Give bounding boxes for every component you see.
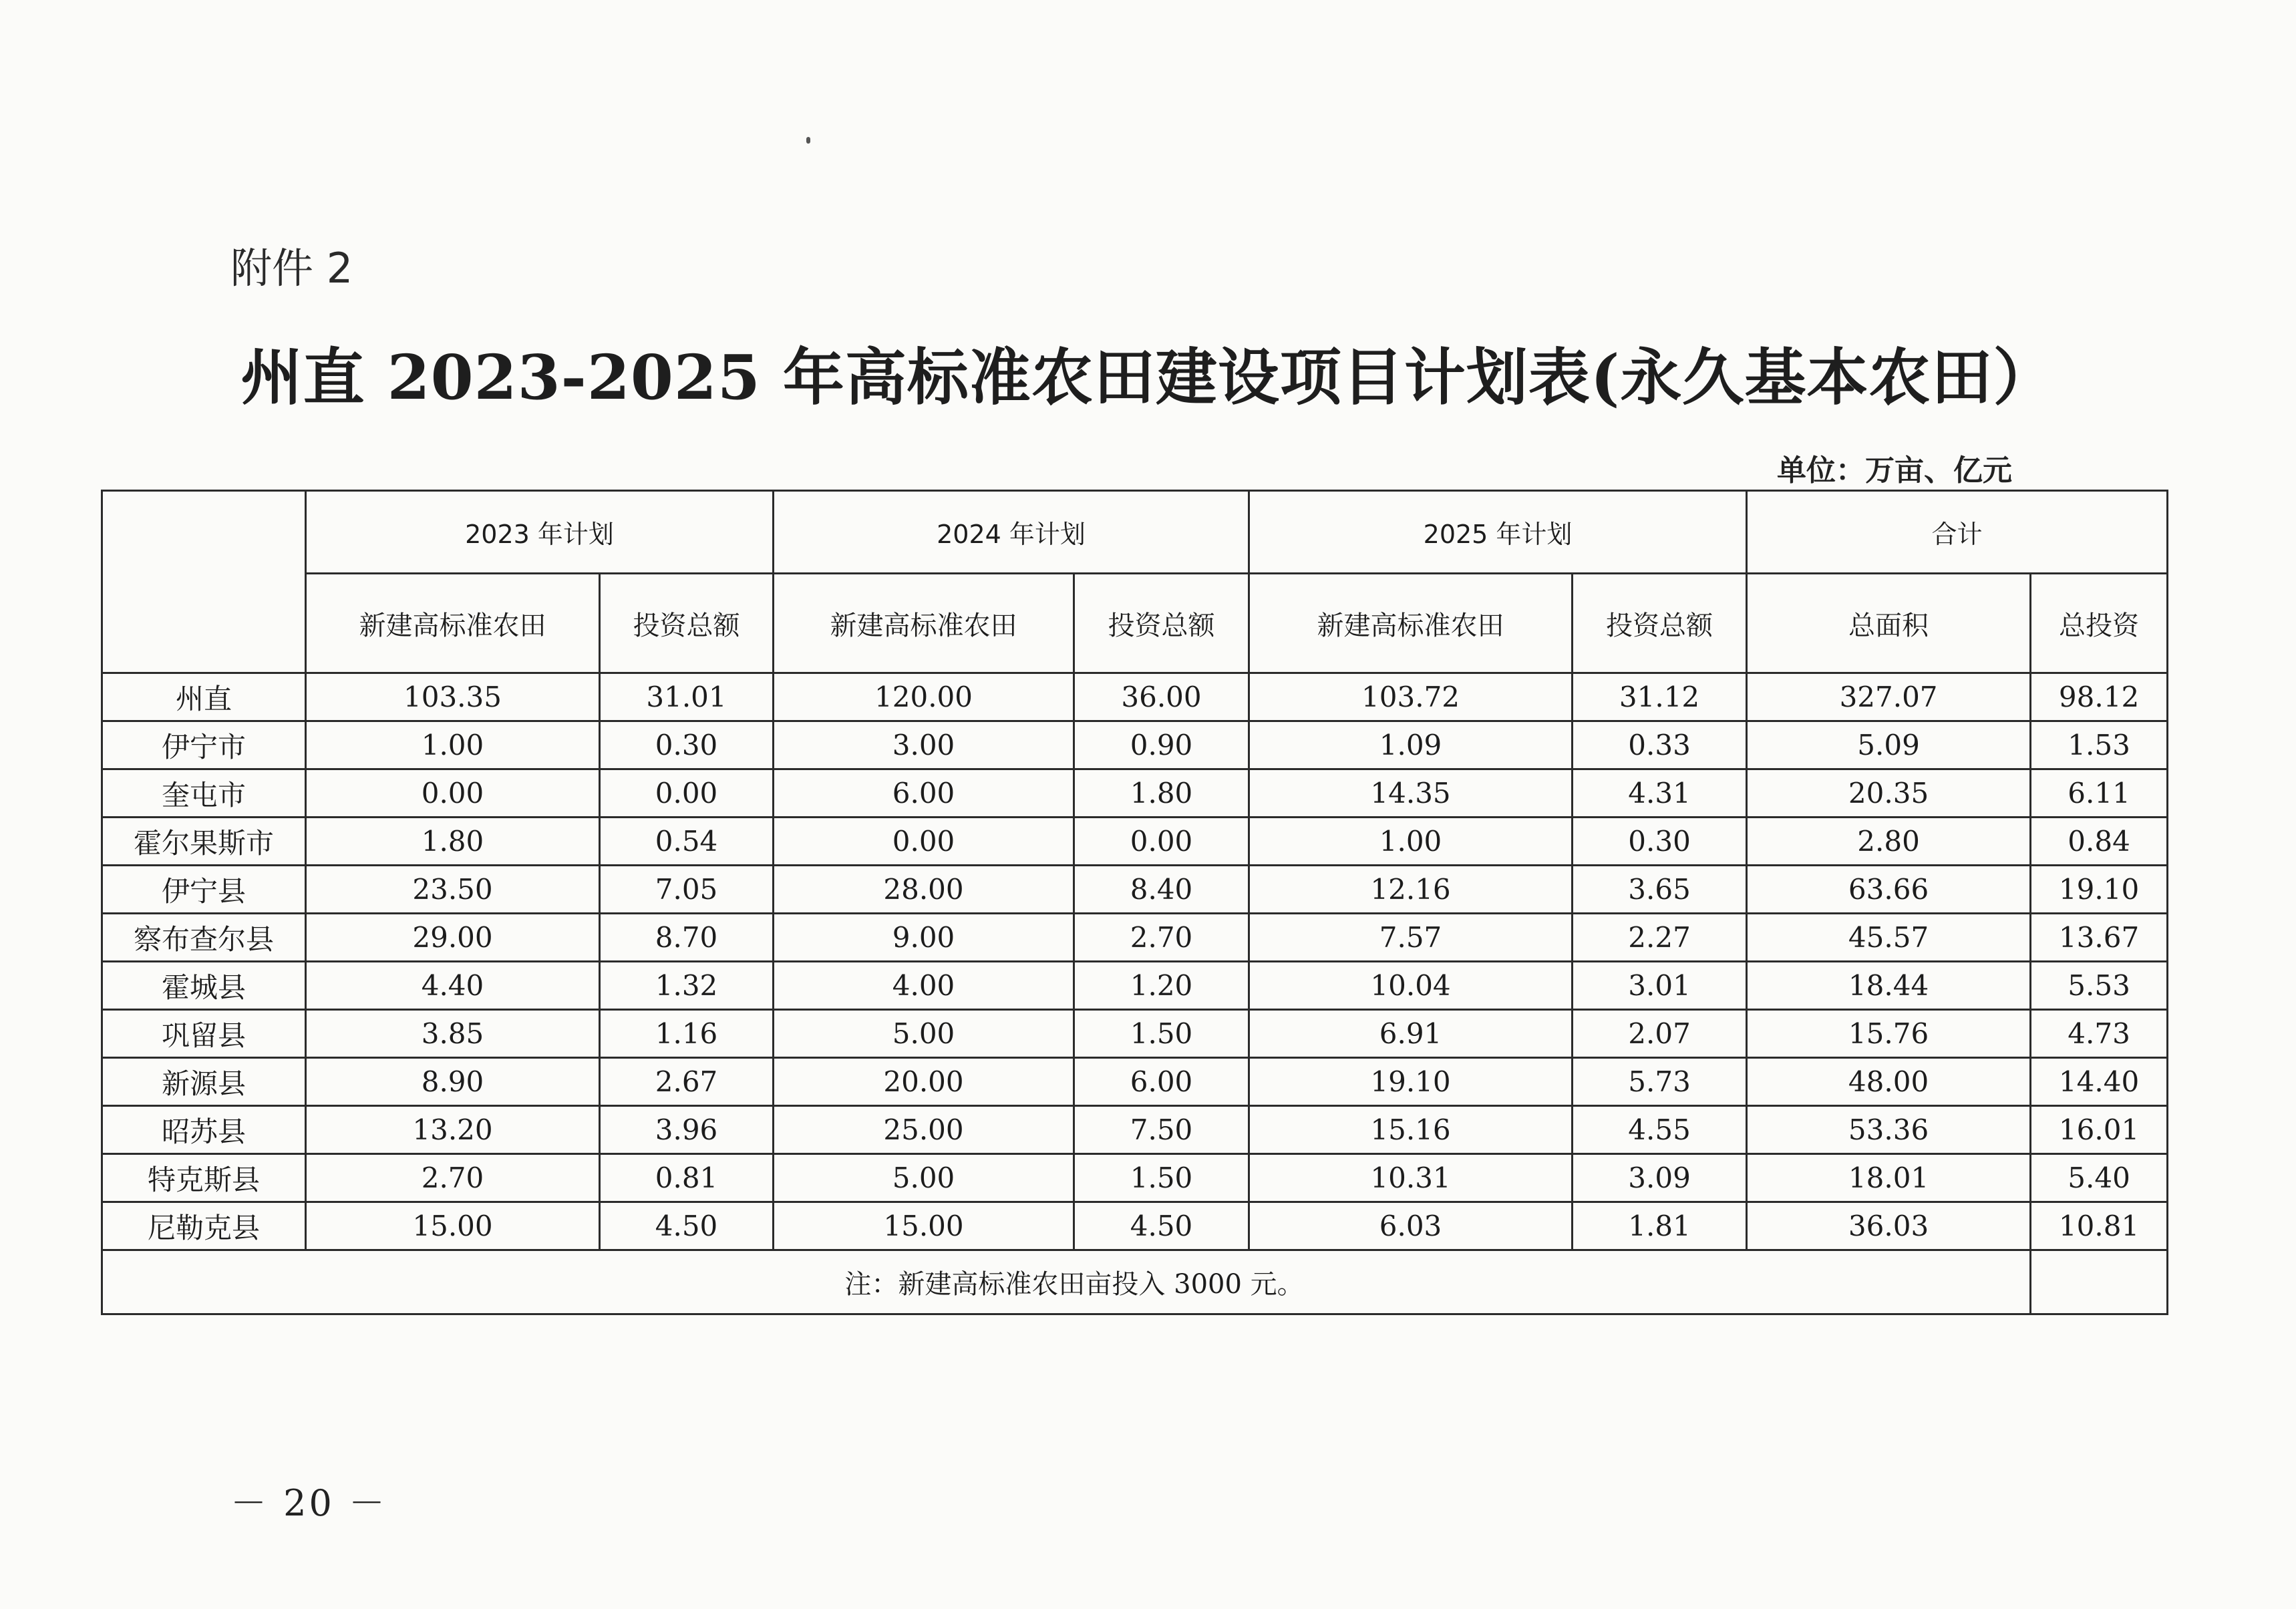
value-cell: 3.01 xyxy=(1573,962,1747,1010)
value-cell: 4.00 xyxy=(774,962,1074,1010)
year-header-2025: 2025 年计划 xyxy=(1249,491,1747,574)
value-cell: 6.00 xyxy=(1074,1058,1249,1106)
sub-header-2024-invest: 投资总额 xyxy=(1074,574,1249,673)
value-cell: 2.70 xyxy=(306,1154,600,1202)
value-cell: 12.16 xyxy=(1249,866,1573,914)
sub-header-2024-area: 新建高标准农田 xyxy=(774,574,1074,673)
value-cell: 2.27 xyxy=(1573,914,1747,962)
value-cell: 18.01 xyxy=(1747,1154,2031,1202)
value-cell: 9.00 xyxy=(774,914,1074,962)
year-header-2024: 2024 年计划 xyxy=(774,491,1249,574)
value-cell: 23.50 xyxy=(306,866,600,914)
value-cell: 0.90 xyxy=(1074,721,1249,769)
value-cell: 13.20 xyxy=(306,1106,600,1154)
sub-header-2023-invest: 投资总额 xyxy=(600,574,774,673)
value-cell: 45.57 xyxy=(1747,914,2031,962)
table-row xyxy=(102,914,2168,962)
value-cell: 327.07 xyxy=(1747,673,2031,721)
value-cell: 0.00 xyxy=(774,818,1074,866)
value-cell: 98.12 xyxy=(2031,673,2168,721)
value-cell: 31.01 xyxy=(600,673,774,721)
value-cell: 4.73 xyxy=(2031,1010,2168,1058)
page-number: － 20 － xyxy=(230,1482,388,1524)
value-cell: 8.40 xyxy=(1074,866,1249,914)
note-empty-cell xyxy=(2031,1250,2168,1314)
value-cell: 2.70 xyxy=(1074,914,1249,962)
region-cell: 霍城县 xyxy=(102,962,306,1010)
value-cell: 0.00 xyxy=(1074,818,1249,866)
value-cell: 5.40 xyxy=(2031,1154,2168,1202)
value-cell: 19.10 xyxy=(2031,866,2168,914)
value-cell: 4.50 xyxy=(1074,1202,1249,1250)
value-cell: 6.03 xyxy=(1249,1202,1573,1250)
value-cell: 18.44 xyxy=(1747,962,2031,1010)
year-header-row xyxy=(102,491,2168,574)
region-cell: 察布查尔县 xyxy=(102,914,306,962)
region-cell: 伊宁市 xyxy=(102,721,306,769)
table-row xyxy=(102,1202,2168,1250)
value-cell: 3.85 xyxy=(306,1010,600,1058)
value-cell: 0.33 xyxy=(1573,721,1747,769)
value-cell: 1.50 xyxy=(1074,1154,1249,1202)
value-cell: 48.00 xyxy=(1747,1058,2031,1106)
value-cell: 6.00 xyxy=(774,769,1074,818)
value-cell: 103.35 xyxy=(306,673,600,721)
value-cell: 6.11 xyxy=(2031,769,2168,818)
value-cell: 5.53 xyxy=(2031,962,2168,1010)
table-row xyxy=(102,866,2168,914)
value-cell: 3.65 xyxy=(1573,866,1747,914)
value-cell: 10.81 xyxy=(2031,1202,2168,1250)
region-cell: 霍尔果斯市 xyxy=(102,818,306,866)
sub-header-2025-area: 新建高标准农田 xyxy=(1249,574,1573,673)
value-cell: 4.40 xyxy=(306,962,600,1010)
table-row xyxy=(102,962,2168,1010)
value-cell: 19.10 xyxy=(1249,1058,1573,1106)
value-cell: 1.09 xyxy=(1249,721,1573,769)
year-header-2023: 2023 年计划 xyxy=(306,491,774,574)
value-cell: 2.67 xyxy=(600,1058,774,1106)
value-cell: 0.00 xyxy=(306,769,600,818)
value-cell: 1.53 xyxy=(2031,721,2168,769)
value-cell: 1.00 xyxy=(1249,818,1573,866)
unit-label: 单位：万亩、亿元 xyxy=(1777,454,2012,488)
value-cell: 29.00 xyxy=(306,914,600,962)
value-cell: 1.16 xyxy=(600,1010,774,1058)
document-title: 州直 2023-2025 年高标准农田建设项目计划表(永久基本农田） xyxy=(240,341,2056,413)
table-row xyxy=(102,818,2168,866)
value-cell: 53.36 xyxy=(1747,1106,2031,1154)
region-cell: 巩留县 xyxy=(102,1010,306,1058)
sub-header-total-invest: 总投资 xyxy=(2031,574,2168,673)
table-row xyxy=(102,1106,2168,1154)
value-cell: 20.00 xyxy=(774,1058,1074,1106)
value-cell: 10.31 xyxy=(1249,1154,1573,1202)
value-cell: 0.84 xyxy=(2031,818,2168,866)
value-cell: 15.16 xyxy=(1249,1106,1573,1154)
value-cell: 20.35 xyxy=(1747,769,2031,818)
region-cell: 伊宁县 xyxy=(102,866,306,914)
value-cell: 63.66 xyxy=(1747,866,2031,914)
value-cell: 1.80 xyxy=(306,818,600,866)
value-cell: 1.80 xyxy=(1074,769,1249,818)
value-cell: 5.00 xyxy=(774,1010,1074,1058)
table-row xyxy=(102,769,2168,818)
region-cell: 昭苏县 xyxy=(102,1106,306,1154)
value-cell: 15.76 xyxy=(1747,1010,2031,1058)
year-header-total: 合计 xyxy=(1747,491,2168,574)
value-cell: 7.05 xyxy=(600,866,774,914)
value-cell: 7.57 xyxy=(1249,914,1573,962)
value-cell: 0.00 xyxy=(600,769,774,818)
scan-speck xyxy=(806,137,810,144)
value-cell: 4.50 xyxy=(600,1202,774,1250)
annex-label: 附件 2 xyxy=(230,244,353,293)
value-cell: 103.72 xyxy=(1249,673,1573,721)
value-cell: 36.00 xyxy=(1074,673,1249,721)
sub-header-total-area: 总面积 xyxy=(1747,574,2031,673)
region-cell: 州直 xyxy=(102,673,306,721)
value-cell: 3.96 xyxy=(600,1106,774,1154)
region-cell: 尼勒克县 xyxy=(102,1202,306,1250)
value-cell: 120.00 xyxy=(774,673,1074,721)
value-cell: 1.32 xyxy=(600,962,774,1010)
value-cell: 5.09 xyxy=(1747,721,2031,769)
value-cell: 1.81 xyxy=(1573,1202,1747,1250)
value-cell: 0.30 xyxy=(1573,818,1747,866)
value-cell: 14.40 xyxy=(2031,1058,2168,1106)
region-cell: 特克斯县 xyxy=(102,1154,306,1202)
value-cell: 6.91 xyxy=(1249,1010,1573,1058)
value-cell: 8.70 xyxy=(600,914,774,962)
value-cell: 28.00 xyxy=(774,866,1074,914)
value-cell: 0.30 xyxy=(600,721,774,769)
value-cell: 15.00 xyxy=(774,1202,1074,1250)
note-row xyxy=(102,1250,2168,1314)
value-cell: 15.00 xyxy=(306,1202,600,1250)
value-cell: 3.09 xyxy=(1573,1154,1747,1202)
sub-header-2023-area: 新建高标准农田 xyxy=(306,574,600,673)
value-cell: 25.00 xyxy=(774,1106,1074,1154)
region-cell: 奎屯市 xyxy=(102,769,306,818)
value-cell: 10.04 xyxy=(1249,962,1573,1010)
corner-cell xyxy=(102,491,306,673)
table-row xyxy=(102,721,2168,769)
value-cell: 1.50 xyxy=(1074,1010,1249,1058)
value-cell: 0.81 xyxy=(600,1154,774,1202)
value-cell: 4.55 xyxy=(1573,1106,1747,1154)
value-cell: 8.90 xyxy=(306,1058,600,1106)
region-cell: 新源县 xyxy=(102,1058,306,1106)
value-cell: 31.12 xyxy=(1573,673,1747,721)
table-row xyxy=(102,673,2168,721)
value-cell: 14.35 xyxy=(1249,769,1573,818)
value-cell: 0.54 xyxy=(600,818,774,866)
value-cell: 2.80 xyxy=(1747,818,2031,866)
plan-table xyxy=(101,490,2168,1315)
value-cell: 2.07 xyxy=(1573,1010,1747,1058)
value-cell: 36.03 xyxy=(1747,1202,2031,1250)
sub-header-2025-invest: 投资总额 xyxy=(1573,574,1747,673)
value-cell: 1.20 xyxy=(1074,962,1249,1010)
table-row xyxy=(102,1058,2168,1106)
table-note: 注：新建高标准农田亩投入 3000 元。 xyxy=(102,1250,2031,1314)
value-cell: 13.67 xyxy=(2031,914,2168,962)
sub-header-row xyxy=(102,574,2168,673)
value-cell: 5.00 xyxy=(774,1154,1074,1202)
value-cell: 4.31 xyxy=(1573,769,1747,818)
value-cell: 16.01 xyxy=(2031,1106,2168,1154)
value-cell: 3.00 xyxy=(774,721,1074,769)
table-row xyxy=(102,1154,2168,1202)
table-row xyxy=(102,1010,2168,1058)
value-cell: 5.73 xyxy=(1573,1058,1747,1106)
value-cell: 1.00 xyxy=(306,721,600,769)
value-cell: 7.50 xyxy=(1074,1106,1249,1154)
